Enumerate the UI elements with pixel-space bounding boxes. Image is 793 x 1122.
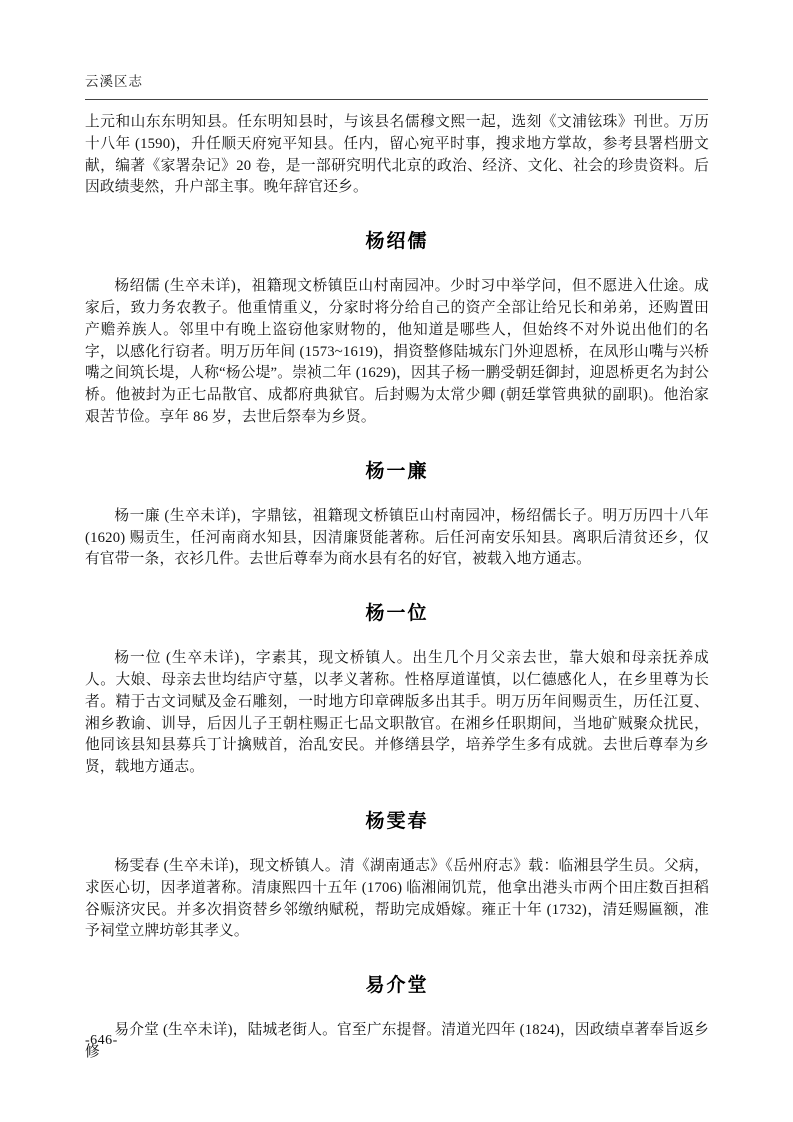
section-heading: 杨绍儒 — [365, 231, 429, 253]
running-header — [85, 70, 708, 100]
book-title: 云溪区志 — [85, 74, 143, 89]
section-paragraph: 杨一位 (生卒未详)，字素其，现文桥镇人。出生几个月父亲去世，靠大娘和母亲抚养成人。大娘、母亲去世均结庐守墓，以孝义著称。性格厚道谨慎，以仁德感化人，在乡里尊为长者。精于古文词赋及金石雕刻，一时地方印章碑版多出其手。明万历年间赐贡生，历任江夏、湘乡教谕、训导，后因儿子王朝柱赐正七品文职散官。在湘乡任职期间，当地矿贼聚众扰民，他同该县知县募兵丁计擒贼首，治乱安民。并修缮县学，培养学生多有成就。去世后尊奉为乡贤，载地方通志。 — [85, 650, 709, 776]
biography-section — [85, 970, 709, 1064]
biography-section — [85, 226, 709, 429]
biography-section — [85, 456, 709, 571]
section-paragraph: 杨绍儒 (生卒未详)，祖籍现文桥镇臣山村南园冲。少时习中举学问，但不愿进入仕途。成家后，致力务农教子。他重情重义，分家时将分给自己的资产全部让给兄长和弟弟，还购置田产赡养族人。邻里中有晚上盗窃他家财物的，他知道是哪些人，但始终不对外说出他们的名字，以感化行窃者。明万历年间 (1573~1619)，捐资整修陆城东门外迎恩桥，在凤形山嘴与兴桥嘴之间筑长堤，人称“杨公堤”。崇祯二年 (1629)，因其子杨一鹏受朝廷御封，迎恩桥更名为封公桥。他被封为正七品散官、成都府典狱官。后封赐为太常少卿 (朝廷掌管典狱的副职)。他治家艰苦节俭。享年 86 岁，去世后祭奉为乡贤。 — [85, 278, 709, 425]
section-heading: 杨一位 — [365, 603, 429, 625]
section-paragraph: 杨一廉 (生卒未详)，字鼎铉，祖籍现文桥镇臣山村南园冲，杨绍儒长子。明万历四十八年 (1620) 赐贡生，任河南商水知县，因清廉贤能著称。后任河南安乐知县。离职后清贫还乡，仅有官带一条，衣衫几件。去世后尊奉为商水县有名的好官，被载入地方通志。 — [85, 507, 709, 568]
section-paragraph: 杨雯春 (生卒未详)，现文桥镇人。清《湖南通志》《岳州府志》载：临湘县学生员。父病，求医心切，因孝道著称。清康熙四十五年 (1706) 临湘闹饥荒，他拿出港头市两个田庄数百担稻谷赈济灾民。并多次捐资替乡邻缴纳赋税，帮助完成婚嫁。雍正十年 (1732)，清廷赐匾额，准予祠堂立牌坊彰其孝义。 — [85, 857, 709, 940]
continuation-paragraph: 上元和山东东明知县。任东明知县时，与该县名儒穆文熙一起，选刻《文浦铉珠》刊世。万历十八年 (1590)，升任顺天府宛平知县。任内，留心宛平时事，搜求地方掌故，参考县署档册文献，编著《家署杂记》20 卷，是一部研究明代北京的政治、经济、文化、社会的珍贵资料。后因政绩斐然，升户部主事。晚年辞官还乡。 — [85, 114, 709, 196]
section-paragraph: 易介堂 (生卒未详)，陆城老街人。官至广东提督。清道光四年 (1824)，因政绩卓著奉旨返乡修 — [85, 1022, 709, 1060]
page-content — [85, 112, 709, 1064]
page-number: -646- — [85, 1033, 118, 1048]
biography-section — [85, 806, 709, 943]
section-heading: 杨一廉 — [365, 460, 429, 482]
biography-section — [85, 598, 709, 779]
section-heading: 易介堂 — [365, 975, 429, 997]
section-heading: 杨雯春 — [365, 810, 429, 832]
